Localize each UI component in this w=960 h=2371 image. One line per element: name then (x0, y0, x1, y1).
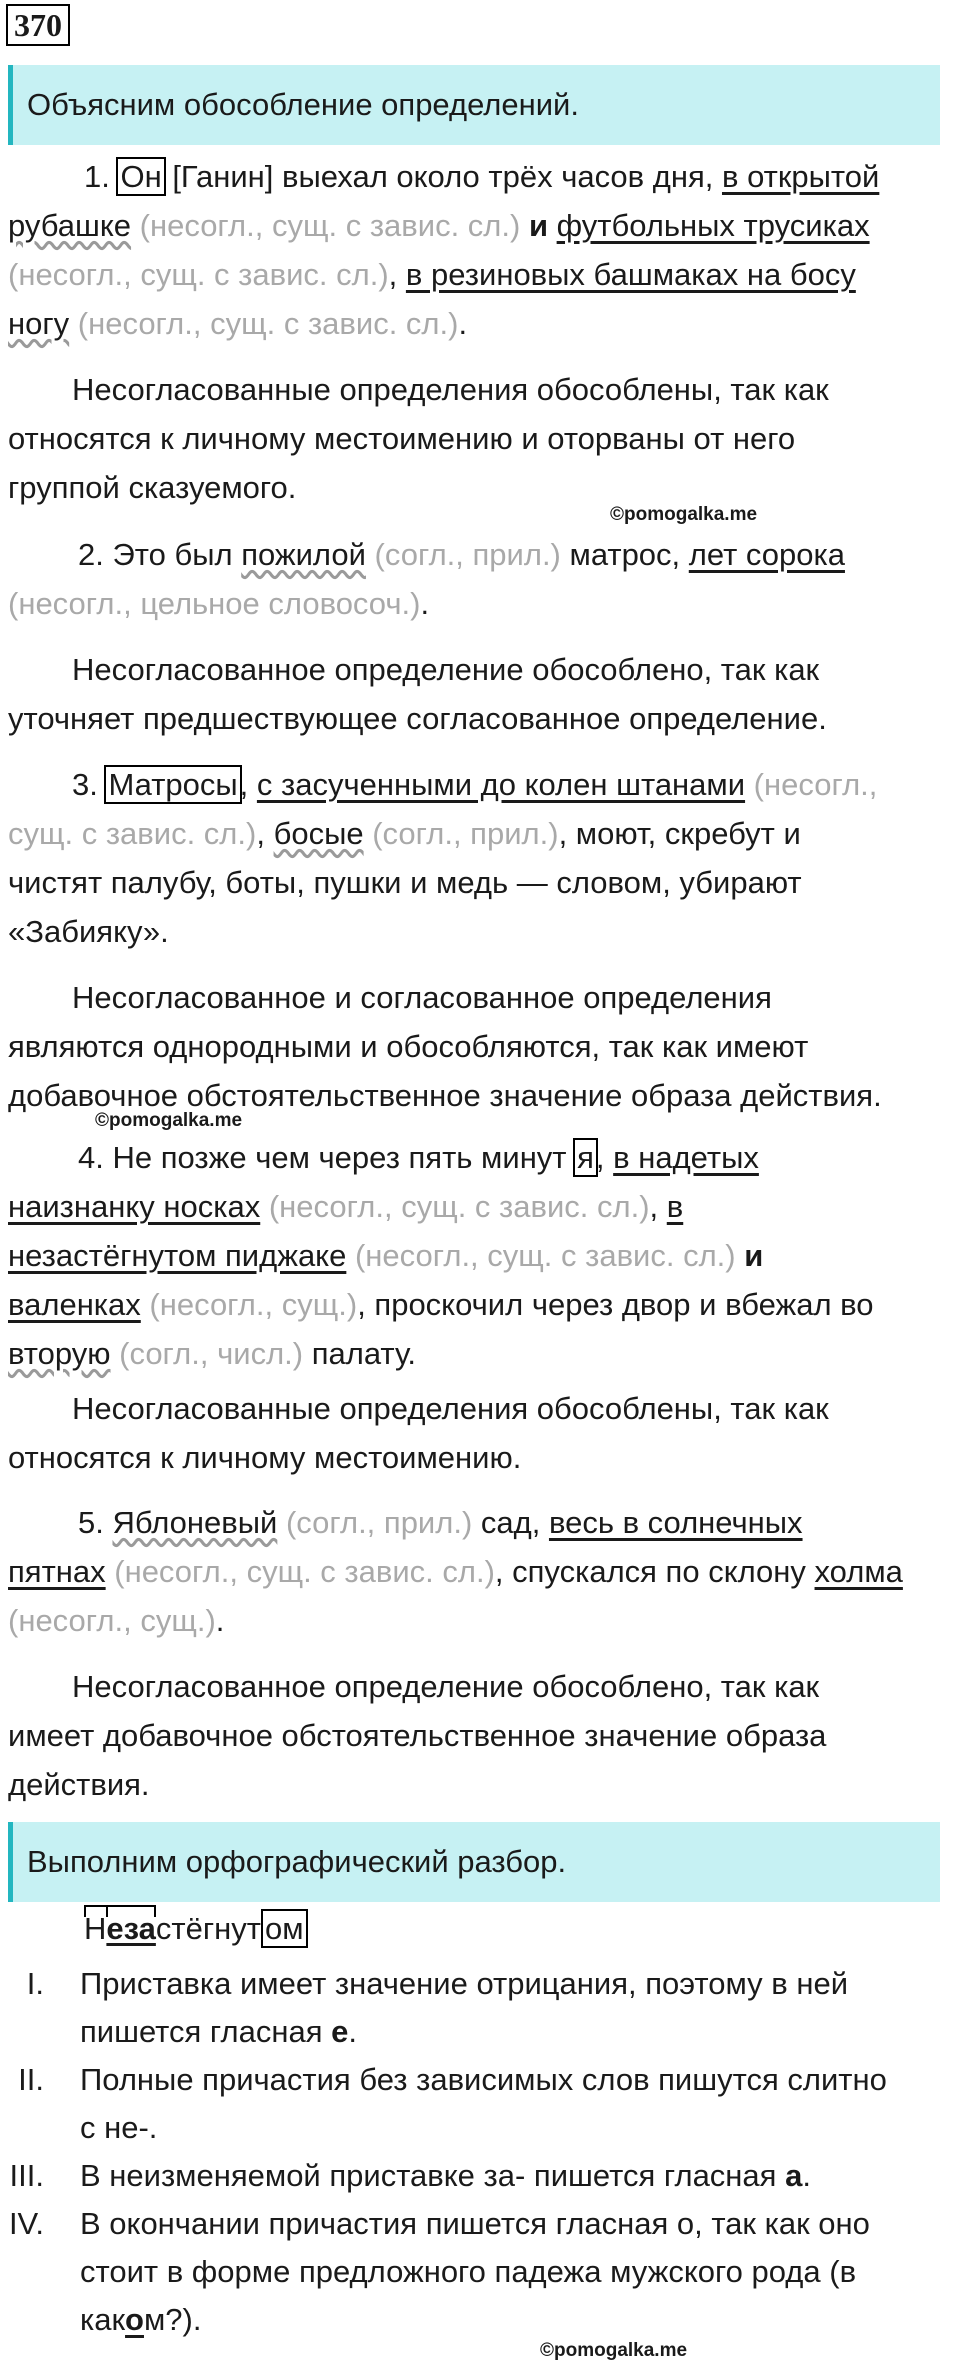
sentence-2: 2. Это был пожилой (согл., прил.) матрос, лет сорока (несогл., цельное словосоч.). (8, 537, 845, 621)
watermark: ©pomogalka.me (610, 504, 758, 525)
explanation-2: Несогласованное определение обособлено, так как уточняет предшествующее согласованное определение. (8, 652, 827, 736)
exercise-number: 370 (6, 4, 70, 46)
section-title-explanation: Объясним обособление определений. (8, 65, 940, 145)
explanation-3: Несогласованное и согласованное определения являются однородными и обособляются, так как имеют добавочное обстоятельственное значение образа действия. (8, 980, 882, 1113)
subject-box: Он (120, 159, 162, 194)
subject-box: Матросы (108, 767, 238, 802)
explanation-4: Несогласованные определения обособлены, так как относятся к личному местоимению. (8, 1391, 829, 1475)
sentence-3: 3. Матросы, с засученными до колен штанами (несогл., сущ. с завис. сл.), босые (согл., прил.), моют, скребут и чистят палубу, боты, пушки и медь — словом, убирают «Забияку». (8, 767, 878, 949)
list-item: IV. В окончании причастия пишется гласная о, так как оно стоит в форме предложного падежа мужского рода (в каком?). (8, 2206, 870, 2337)
rules-list (0, 1960, 960, 2344)
sentence-4: 4. Не позже чем через пять минут я, в надетых наизнанку носках (несогл., сущ. с завис. сл.), в незастёгнутом пиджаке (несогл., сущ. с завис. сл.) и валенках (несогл., сущ.), проскочил через двор и вбежал во вторую (согл., числ.) палату. (8, 1140, 874, 1371)
list-item: III. В неизменяемой приставке за- пишется гласная а. (9, 2158, 811, 2193)
section-title-orthography: Выполним орфографический разбор. (8, 1822, 940, 1902)
ending-box: ом (261, 1909, 308, 1948)
list-item: I. Приставка имеет значение отрицания, поэтому в ней пишется гласная е. (26, 1966, 849, 2049)
sentence-5: 5. Яблоневый (согл., прил.) сад, весь в солнечных пятнах (несогл., сущ. с завис. сл.), спускался по склону холма (несогл., сущ.). (8, 1505, 903, 1638)
explanation-1: Несогласованные определения обособлены, так как относятся к личному местоимению и оторваны от него группой сказуемого. (8, 372, 829, 505)
explanation-5: Несогласованное определение обособлено, так как имеет добавочное обстоятельственное значение образа действия. (8, 1669, 827, 1802)
list-item: II. Полные причастия без зависимых слов пишутся слитно с не-. (18, 2062, 887, 2145)
prefix-mark: еза (106, 1911, 156, 1946)
sentence-1: 1. Он [Ганин] выехал около трёх часов дня, в открытой рубашке (несогл., сущ. с завис. сл.) и футбольных трусиках (несогл., сущ. с завис. сл.), в резиновых башмаках на босу ногу (несогл., сущ. с завис. сл.). (8, 159, 880, 341)
watermark: ©pomogalka.me (540, 2340, 688, 2361)
watermark: ©pomogalka.me (95, 1110, 243, 1131)
subject-box: я (577, 1140, 594, 1175)
analyzed-word: Незастёгнут ом (84, 1906, 308, 1952)
